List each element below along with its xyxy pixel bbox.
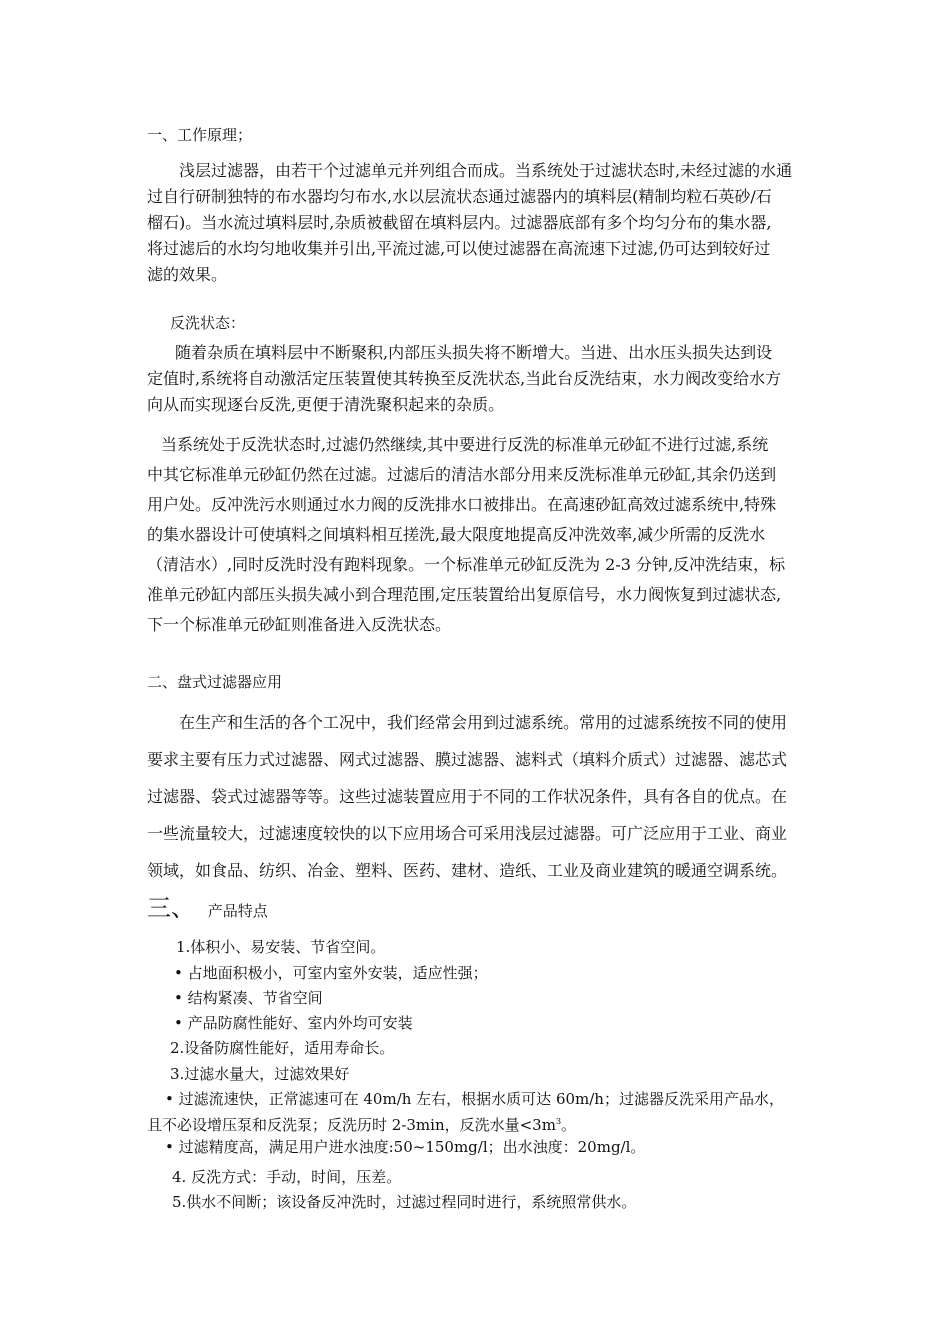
feature-bullet: • 产品防腐性能好、室内外均可安装 [174, 1014, 413, 1032]
feature-bullet-continuation [147, 1112, 576, 1135]
feature-item-2: 2.设备防腐性能好，适用寿命长。 [170, 1039, 395, 1057]
text-line: （清洁水）,同时反洗时没有跑料现象。一个标准单元砂缸反洗为 2-3 分钟,反冲洗结束，标 [147, 555, 786, 574]
text-line: 过滤器、袋式过滤器等等。这些过滤装置应用于不同的工作状况条件，具有各自的优点。在 [147, 787, 788, 806]
text-line: 过自行研制独特的布水器均匀布水,水以层流状态通过滤器内的填料层(精制均粒石英砂/石 [147, 187, 772, 206]
section-1-heading: 一、工作原理； [147, 126, 253, 144]
text-segment: 且不必设增压泵和反洗泵；反洗历时 2-3min，反洗水量<3m [147, 1116, 556, 1134]
feature-bullet: • 占地面积极小，可室内室外安装，适应性强； [174, 964, 488, 982]
text-line: 下一个标准单元砂缸则准备进入反洗状态。 [147, 615, 452, 634]
feature-item-4: 4. 反洗方式：手动，时间，压差。 [172, 1168, 402, 1186]
feature-item-5: 5.供水不间断；该设备反冲洗时，过滤过程同时进行，系统照常供水。 [172, 1193, 637, 1211]
text-line: 的集水器设计可使填料之间填料相互搓洗,最大限度地提高反冲洗效率,减少所需的反洗水 [147, 525, 766, 544]
section-2-paragraph [147, 704, 807, 889]
text-line: 榴石)。当水流过填料层时,杂质被截留在填料层内。过滤器底部有多个均匀分布的集水器, [147, 213, 772, 232]
text-line: 将过滤后的水均匀地收集并引出,平流过滤,可以使过滤器在高流速下过滤,仍可达到较好过 [147, 239, 771, 258]
text-segment: 。 [561, 1116, 577, 1134]
text-line: 在生产和生活的各个工况中，我们经常会用到过滤系统。常用的过滤系统按不同的使用 [179, 713, 788, 732]
text-line: 滤的效果。 [147, 265, 228, 284]
text-line: 一些流量较大，过滤速度较快的以下应用场合可采用浅层过滤器。可广泛应用于工业、商业 [147, 824, 788, 843]
section-3-title: 产品特点 [207, 902, 268, 920]
section-1-paragraph-1 [147, 158, 807, 288]
section-3-heading [147, 894, 268, 922]
text-line: 随着杂质在填料层中不断聚积,内部压头损失将不断增大。当进、出水压头损失达到设 [175, 343, 773, 362]
section-2-heading: 二、盘式过滤器应用 [147, 673, 283, 691]
feature-bullet: • 过滤流速快，正常滤速可在 40m/h 左右，根据水质可达 60m/h；过滤器反洗采用产品水， [165, 1090, 784, 1108]
text-line: 当系统处于反洗状态时,过滤仍然继续,其中要进行反洗的标准单元砂缸不进行过滤,系统 [161, 435, 769, 454]
section-3-numeral: 三、 [147, 894, 195, 922]
text-line: 浅层过滤器，由若干个过滤单元并列组合而成。当系统处于过滤状态时,未经过滤的水通 [179, 161, 793, 180]
feature-item-1: 1.体积小、易安装、节省空间。 [176, 938, 386, 956]
superscript: 3 [555, 1117, 562, 1126]
feature-bullet: • 结构紧凑、节省空间 [174, 989, 323, 1007]
text-line: 领域，如食品、纺织、冶金、塑料、医药、建材、造纸、工业及商业建筑的暖通空调系统。 [147, 861, 788, 880]
text-line: 向从而实现逐台反洗,更便于清洗聚积起来的杂质。 [147, 395, 505, 414]
backwash-label: 反洗状态： [170, 314, 246, 332]
section-1-paragraph-2 [147, 340, 807, 418]
text-line: 准单元砂缸内部压头损失减小到合理范围,定压装置给出复原信号，水力阀恢复到过滤状态, [147, 585, 782, 604]
text-line: 要求主要有压力式过滤器、网式过滤器、膜过滤器、滤料式（填料介质式）过滤器、滤芯式 [147, 750, 788, 769]
text-line: 用户处。反冲洗污水则通过水力阀的反洗排水口被排出。在高速砂缸高效过滤系统中,特殊 [147, 495, 777, 514]
section-1-paragraph-3 [147, 430, 807, 640]
feature-item-3: 3.过滤水量大，过滤效果好 [170, 1065, 350, 1083]
text-line: 中其它标准单元砂缸仍然在过滤。过滤后的清洁水部分用来反洗标准单元砂缸,其余仍送到 [147, 465, 777, 484]
text-line: 定值时,系统将自动激活定压装置使其转换至反洗状态,当此台反洗结束，水力阀改变给水方 [147, 369, 782, 388]
feature-bullet: • 过滤精度高，满足用户进水浊度:50~150mg/l；出水浊度：20mg/l。 [165, 1138, 646, 1156]
